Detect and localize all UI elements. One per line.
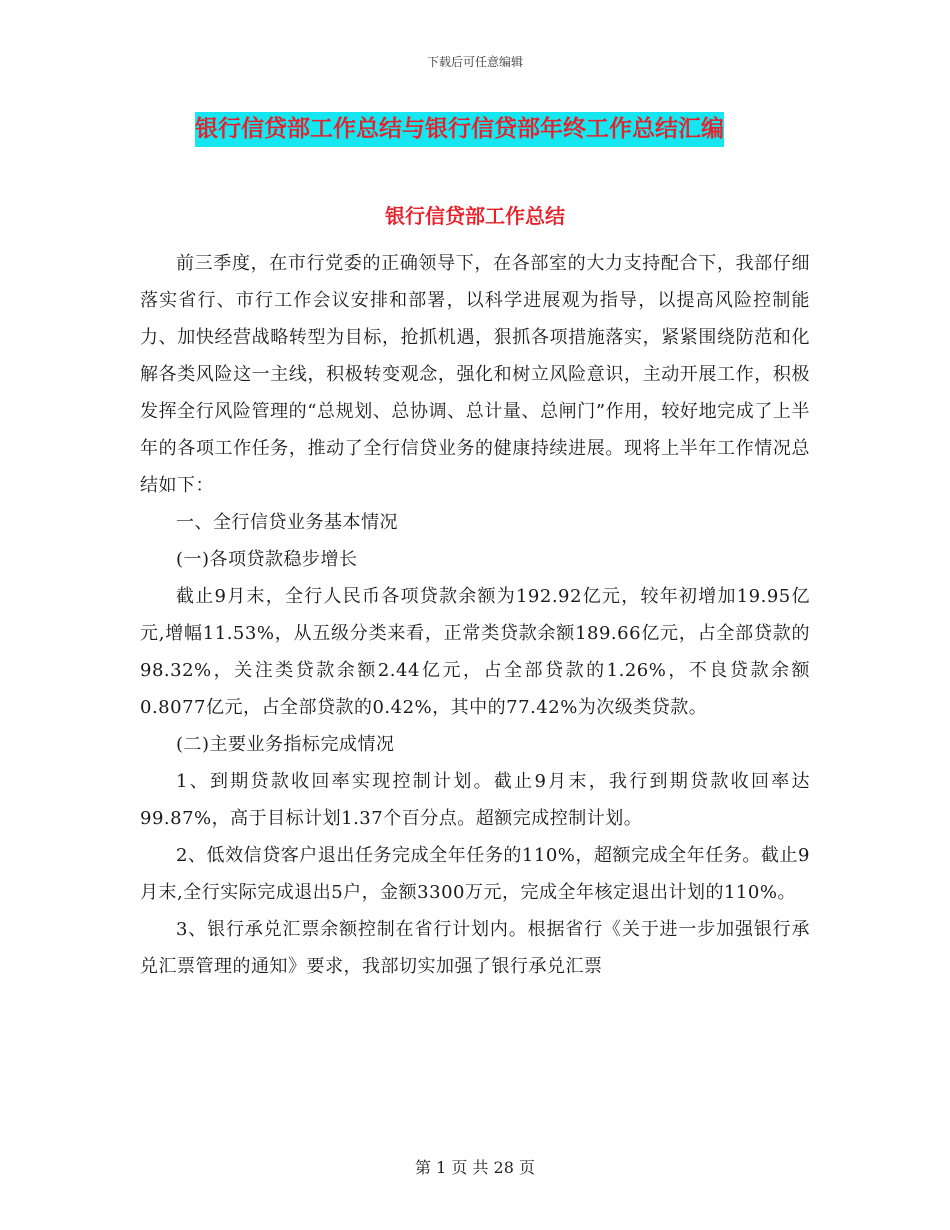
page-number: 第 1 页 共 28 页	[415, 1158, 535, 1177]
paragraph-item-1: 1、到期贷款收回率实现控制计划。截止9月末，我行到期贷款收回率达99.87%，高于目标计划1.37个百分点。超额完成控制计划。	[140, 771, 810, 829]
heading-1: 一、全行信贷业务基本情况	[176, 512, 398, 533]
paragraph-intro: 前三季度，在市行党委的正确领导下，在各部室的大力支持配合下，我部仔细落实省行、市行工作会议安排和部署，以科学进展观为指导，以提高风险控制能力、加快经营战略转型为目标，抢抓机遇，狠抓各项措施落实，紧紧围绕防范和化解各类风险这一主线，积极转变观念，强化和树立风险意识，主动开展工作，积极发挥全行风险管理的“总规划、总协调、总计量、总闸门”作用，较好地完成了上半年的各项工作任务，推动了全行信贷业务的健康持续进展。现将上半年工作情况总结如下：	[140, 253, 810, 496]
paragraph-item-3: 3、银行承兑汇票余额控制在省行计划内。根据省行《关于进一步加强银行承兑汇票管理的通知》要求，我部切实加强了银行承兑汇票	[140, 919, 810, 977]
body-text	[140, 245, 810, 985]
header-note: 下载后可任意编辑	[426, 55, 523, 69]
paragraph-item-2: 2、低效信贷客户退出任务完成全年任务的110%，超额完成全年任务。截止9月末,全行实际完成退出5户，金额3300万元，完成全年核定退出计划的110%。	[140, 845, 810, 903]
section-title: 银行信贷部工作总结	[385, 204, 565, 228]
paragraph-loans: 截止9月末，全行人民币各项贷款余额为192.92亿元，较年初增加19.95亿元,增幅11.53%，从五级分类来看，正常类贷款余额189.66亿元，占全部贷款的98.32%，关注类贷款余额2.44亿元，占全部贷款的1.26%，不良贷款余额0.8077亿元，占全部贷款的0.42%，其中的77.42%为次级类贷款。	[140, 586, 810, 718]
subheading-1: (一)各项贷款稳步增长	[176, 549, 358, 570]
main-title: 银行信贷部工作总结与银行信贷部年终工作总结汇编	[195, 112, 724, 147]
subheading-2: (二)主要业务指标完成情况	[176, 734, 395, 755]
